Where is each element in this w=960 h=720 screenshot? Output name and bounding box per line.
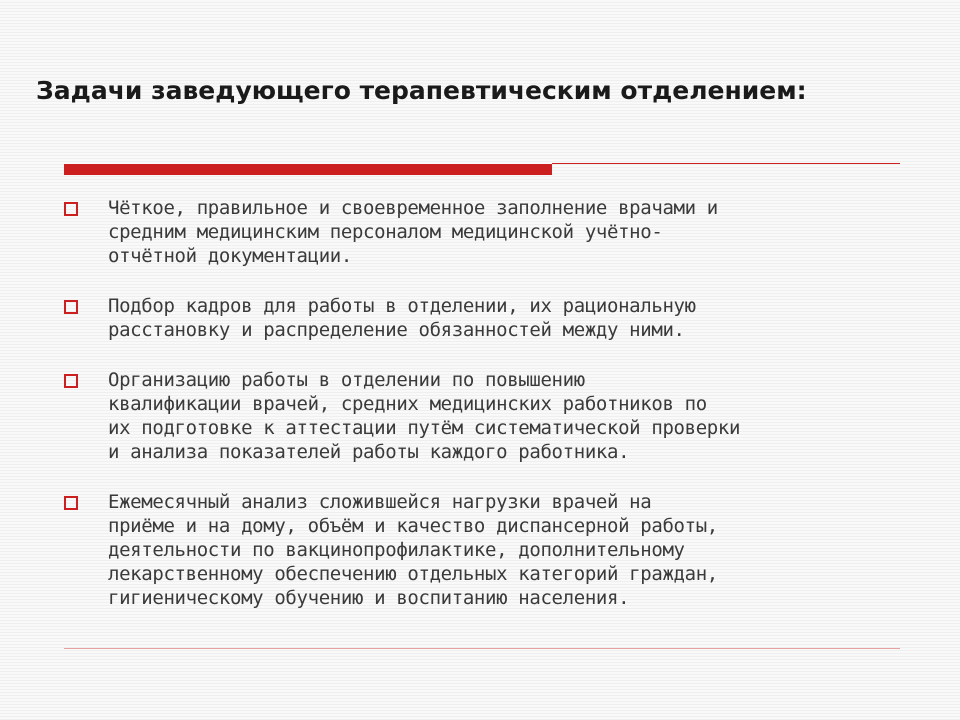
task-item-3-text: Организацию работы в отделении по повышению квалификации врачей, средних медицинских работников по их подготовке к аттестации путём систематической проверки и анализа показателей работы каждого работника. — [108, 369, 741, 463]
hollow-square-icon — [64, 202, 78, 216]
task-item-1 — [64, 196, 904, 268]
task-item-3 — [64, 368, 904, 464]
hollow-square-icon — [64, 300, 78, 314]
title-accent-line — [552, 163, 900, 164]
hollow-square-icon — [64, 374, 78, 388]
task-item-2-text: Подбор кадров для работы в отделении, их рациональную расстановку и распределение обязанностей между ними. — [108, 295, 696, 341]
footer-divider — [64, 648, 900, 649]
task-item-2 — [64, 294, 904, 342]
slide-title: Задачи заведующего терапевтическим отделением: — [36, 76, 807, 105]
task-list — [64, 196, 904, 636]
task-item-4 — [64, 490, 904, 610]
title-accent-bar — [64, 164, 552, 175]
hollow-square-icon — [64, 496, 78, 510]
task-item-1-text: Чёткое, правильное и своевременное заполнение врачами и средним медицинским персоналом медицинской учётно- отчётной документации. — [108, 197, 718, 267]
task-item-4-text: Ежемесячный анализ сложившейся нагрузки врачей на приёме и на дому, объём и качество диспансерной работы, деятельности по вакцинопрофилактике, дополнительному лекарственному обеспечению отдельных категорий граждан, гигиеническому обучению и воспитанию населения. — [108, 491, 718, 609]
